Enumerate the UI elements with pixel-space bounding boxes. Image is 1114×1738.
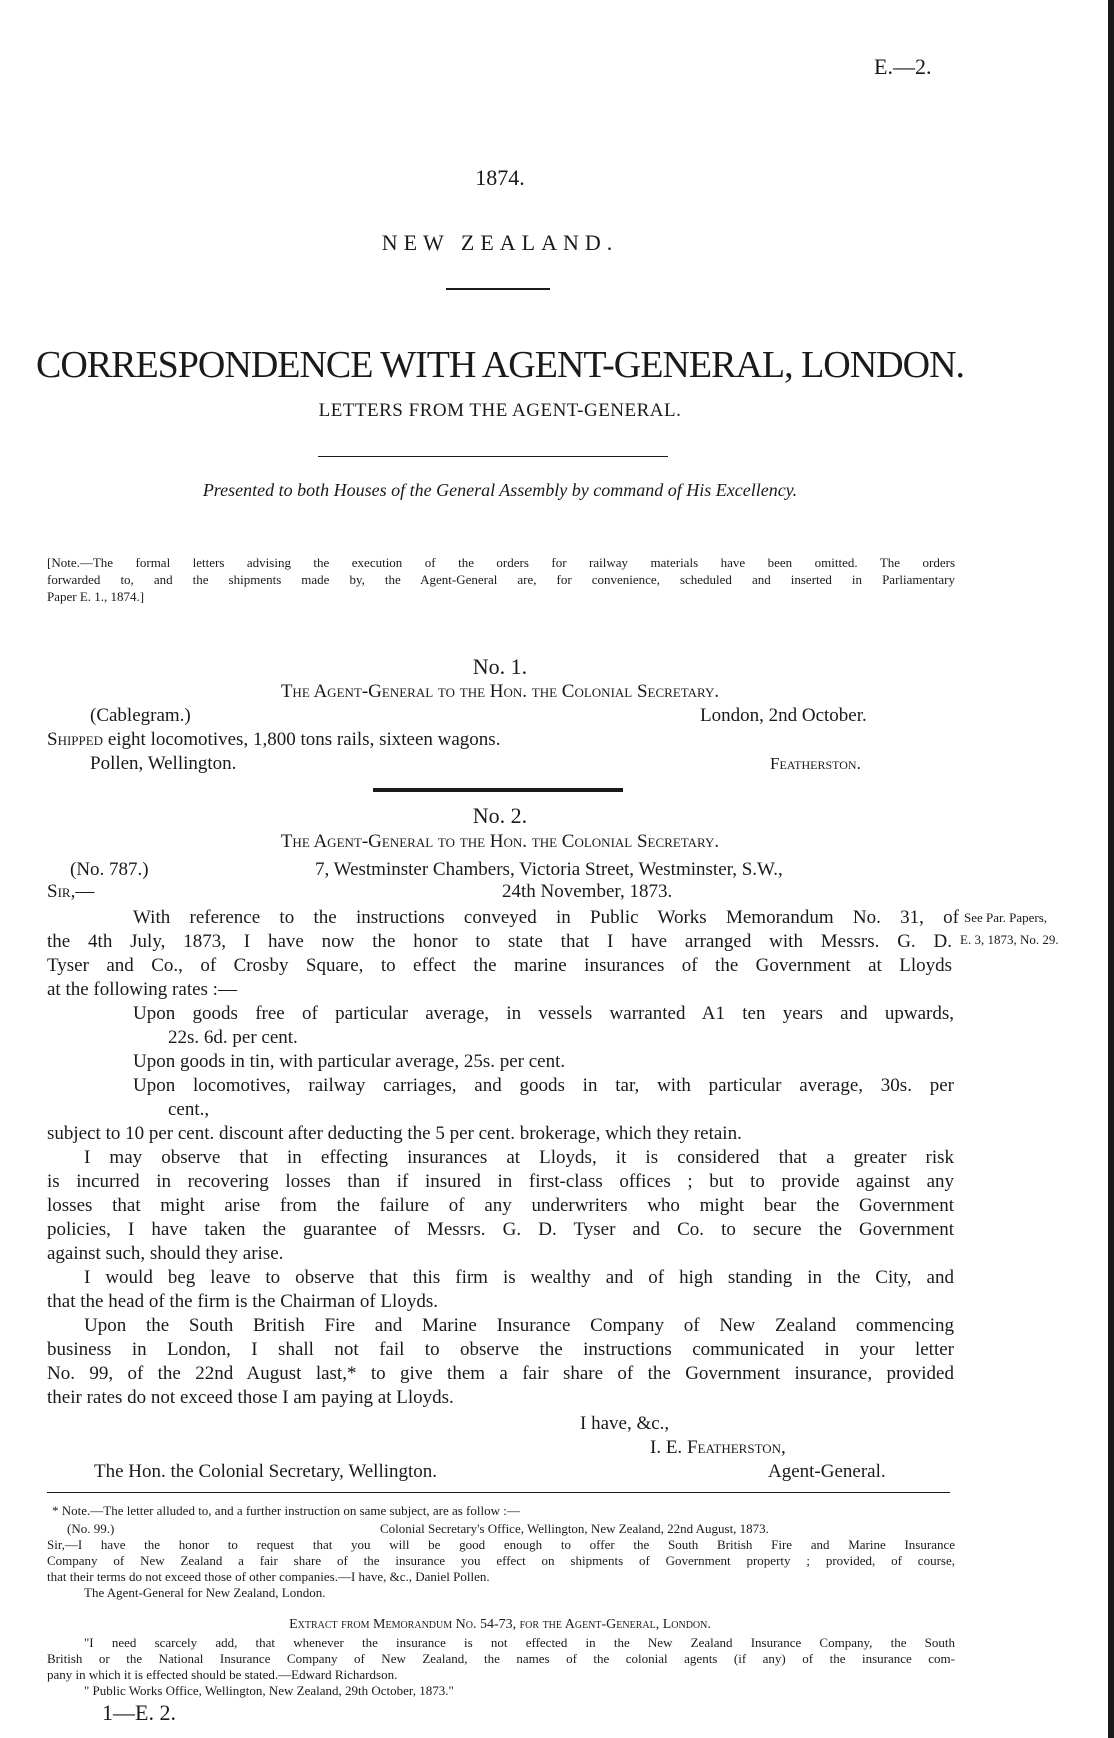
subtitle-rule	[318, 456, 668, 457]
subject-line: subject to 10 per cent. discount after deducting the 5 per cent. brokerage, which they retain.	[47, 1123, 742, 1144]
note-line-1: [Note.—The formal letters advising the execution of the orders for railway materials have been omitted. The orders	[47, 555, 955, 570]
extract-body-2: British or the National Insurance Company of New Zealand, the names of the colonial agents (if any) of the insurance com-	[47, 1651, 955, 1666]
letter1-number: No. 1.	[472, 654, 528, 679]
p4-line-4: their rates do not exceed those I am paying at Lloyds.	[47, 1387, 454, 1408]
rate-line-4: Upon locomotives, railway carriages, and goods in tar, with particular average, 30s. per	[133, 1075, 954, 1096]
closing: I have, &c.,	[580, 1413, 670, 1434]
footnote-body-1: Sir,—I have the honor to request that you will be good enough to offer the South British Fire and Marine Insurance	[47, 1537, 955, 1552]
letter2-heading: The Agent-General to the Hon. the Colonial Secretary.	[280, 831, 720, 852]
p1-line-3: Tyser and Co., of Crosby Square, to effect the marine insurances of the Government at Lloyds	[47, 955, 952, 976]
extract-body-3: pany in which it is effected should be stated.—Edward Richardson.	[47, 1667, 398, 1682]
document-year: 1874.	[475, 165, 525, 190]
p1-line-1: With reference to the instructions conveyed in Public Works Memorandum No. 31, of	[133, 907, 959, 928]
letter1-signature: Featherston.	[770, 754, 861, 773]
footnote-office: Colonial Secretary's Office, Wellington, New Zealand, 22nd August, 1873.	[380, 1521, 769, 1536]
letter1-type: (Cablegram.)	[90, 705, 191, 726]
signer-initials: I. E.	[650, 1437, 683, 1458]
letters-divider	[373, 788, 623, 792]
p2-line-2: is incurred in recovering losses than if insured in first-class offices ; but to provide against any	[47, 1171, 954, 1192]
p1-line-2: the 4th July, 1873, I have now the honor to state that I have arranged with Messrs. G. D.	[47, 931, 952, 952]
signer-line	[650, 1436, 786, 1460]
letter1-heading: The Agent-General to the Hon. the Colonial Secretary.	[280, 681, 720, 702]
p4-line-3: No. 99, of the 22nd August last,* to give them a fair share of the Government insurance, provided	[47, 1363, 954, 1384]
signer-title: Agent-General.	[768, 1461, 886, 1482]
margin-note-2: E. 3, 1873, No. 29.	[960, 932, 1059, 947]
document-title: CORRESPONDENCE WITH AGENT-GENERAL, LONDON.	[35, 344, 965, 386]
letter1-shipped-line	[47, 728, 500, 752]
letter2-salutation: Sir,—	[47, 881, 95, 902]
rate-line-2: 22s. 6d. per cent.	[168, 1027, 298, 1048]
letter2-address: 7, Westminster Chambers, Victoria Street, Westminster, S.W.,	[315, 859, 783, 880]
footnote-rule	[47, 1492, 950, 1493]
extract-body-1: "I need scarcely add, that whenever the insurance is not effected in the New Zealand Insurance Company, the South	[84, 1635, 955, 1650]
note-line-2: forwarded to, and the shipments made by, the Agent-General are, for convenience, scheduled and inserted in Parliamentary	[47, 572, 955, 587]
presented-line: Presented to both Houses of the General Assembly by command of His Excellency.	[202, 480, 798, 500]
margin-note-1: See Par. Papers,	[964, 910, 1048, 925]
letter1-addressee: Pollen, Wellington.	[90, 753, 237, 774]
p2-line-4: policies, I have taken the guarantee of Messrs. G. D. Tyser and Co. to secure the Government	[47, 1219, 954, 1240]
page-edge-bar	[1108, 0, 1114, 1738]
header-rule-short	[446, 288, 550, 290]
p4-line-2: business in London, I shall not fail to observe the instructions communicated in your letter	[47, 1339, 954, 1360]
letter1-shipped-text: eight locomotives, 1,800 tons rails, sixteen wagons.	[107, 729, 501, 750]
rate-line-3: Upon goods in tin, with particular average, 25s. per cent.	[133, 1051, 566, 1072]
p3-line-2: that the head of the firm is the Chairman of Lloyds.	[47, 1291, 438, 1312]
document-code: E.—2.	[874, 54, 932, 79]
recipient: The Hon. the Colonial Secretary, Wellington.	[94, 1461, 438, 1482]
p3-line-1: I would beg leave to observe that this firm is wealthy and of high standing in the City, and	[84, 1267, 954, 1288]
letter2-date: 24th November, 1873.	[502, 881, 673, 902]
note-line-3: Paper E. 1., 1874.]	[47, 589, 145, 604]
letter2-number: No. 2.	[472, 803, 528, 828]
p2-line-3: losses that might arise from the failure of any underwriters who might bear the Government	[47, 1195, 954, 1216]
letter1-shipped-lead: Shipped	[47, 729, 104, 750]
p4-line-1: Upon the South British Fire and Marine Insurance Company of New Zealand commencing	[84, 1315, 954, 1336]
signature-mark: 1—E. 2.	[102, 1700, 176, 1725]
p1-line-4: at the following rates :—	[47, 979, 237, 1000]
footnote-addressee: The Agent-General for New Zealand, London.	[84, 1585, 326, 1600]
letter2-ref: (No. 787.)	[70, 859, 149, 880]
footnote-ref: (No. 99.)	[67, 1521, 115, 1536]
p2-line-1: I may observe that in effecting insurances at Lloyds, it is considered that a greater risk	[84, 1147, 954, 1168]
footnote-intro: * Note.—The letter alluded to, and a further instruction on same subject, are as follow :—	[52, 1503, 520, 1518]
extract-heading: Extract from Memorandum No. 54-73, for the Agent-General, London.	[289, 1617, 711, 1632]
letter1-place-date: London, 2nd October.	[700, 705, 867, 726]
country-heading: NEW ZEALAND.	[381, 230, 619, 255]
extract-office: " Public Works Office, Wellington, New Zealand, 29th October, 1873."	[84, 1683, 454, 1698]
signer-name: Featherston,	[686, 1437, 786, 1458]
p2-line-5: against such, should they arise.	[47, 1243, 284, 1264]
document-subtitle: LETTERS FROM THE AGENT-GENERAL.	[318, 400, 682, 421]
rate-line-1: Upon goods free of particular average, in vessels warranted A1 ten years and upwards,	[133, 1003, 954, 1024]
footnote-body-3: that their terms do not exceed those of other companies.—I have, &c., Daniel Pollen.	[47, 1569, 490, 1584]
footnote-body-2: Company of New Zealand a fair share of the insurance you effect on shipments of Government property ; provided, of course,	[47, 1553, 955, 1568]
rate-line-5: cent.,	[168, 1099, 210, 1120]
